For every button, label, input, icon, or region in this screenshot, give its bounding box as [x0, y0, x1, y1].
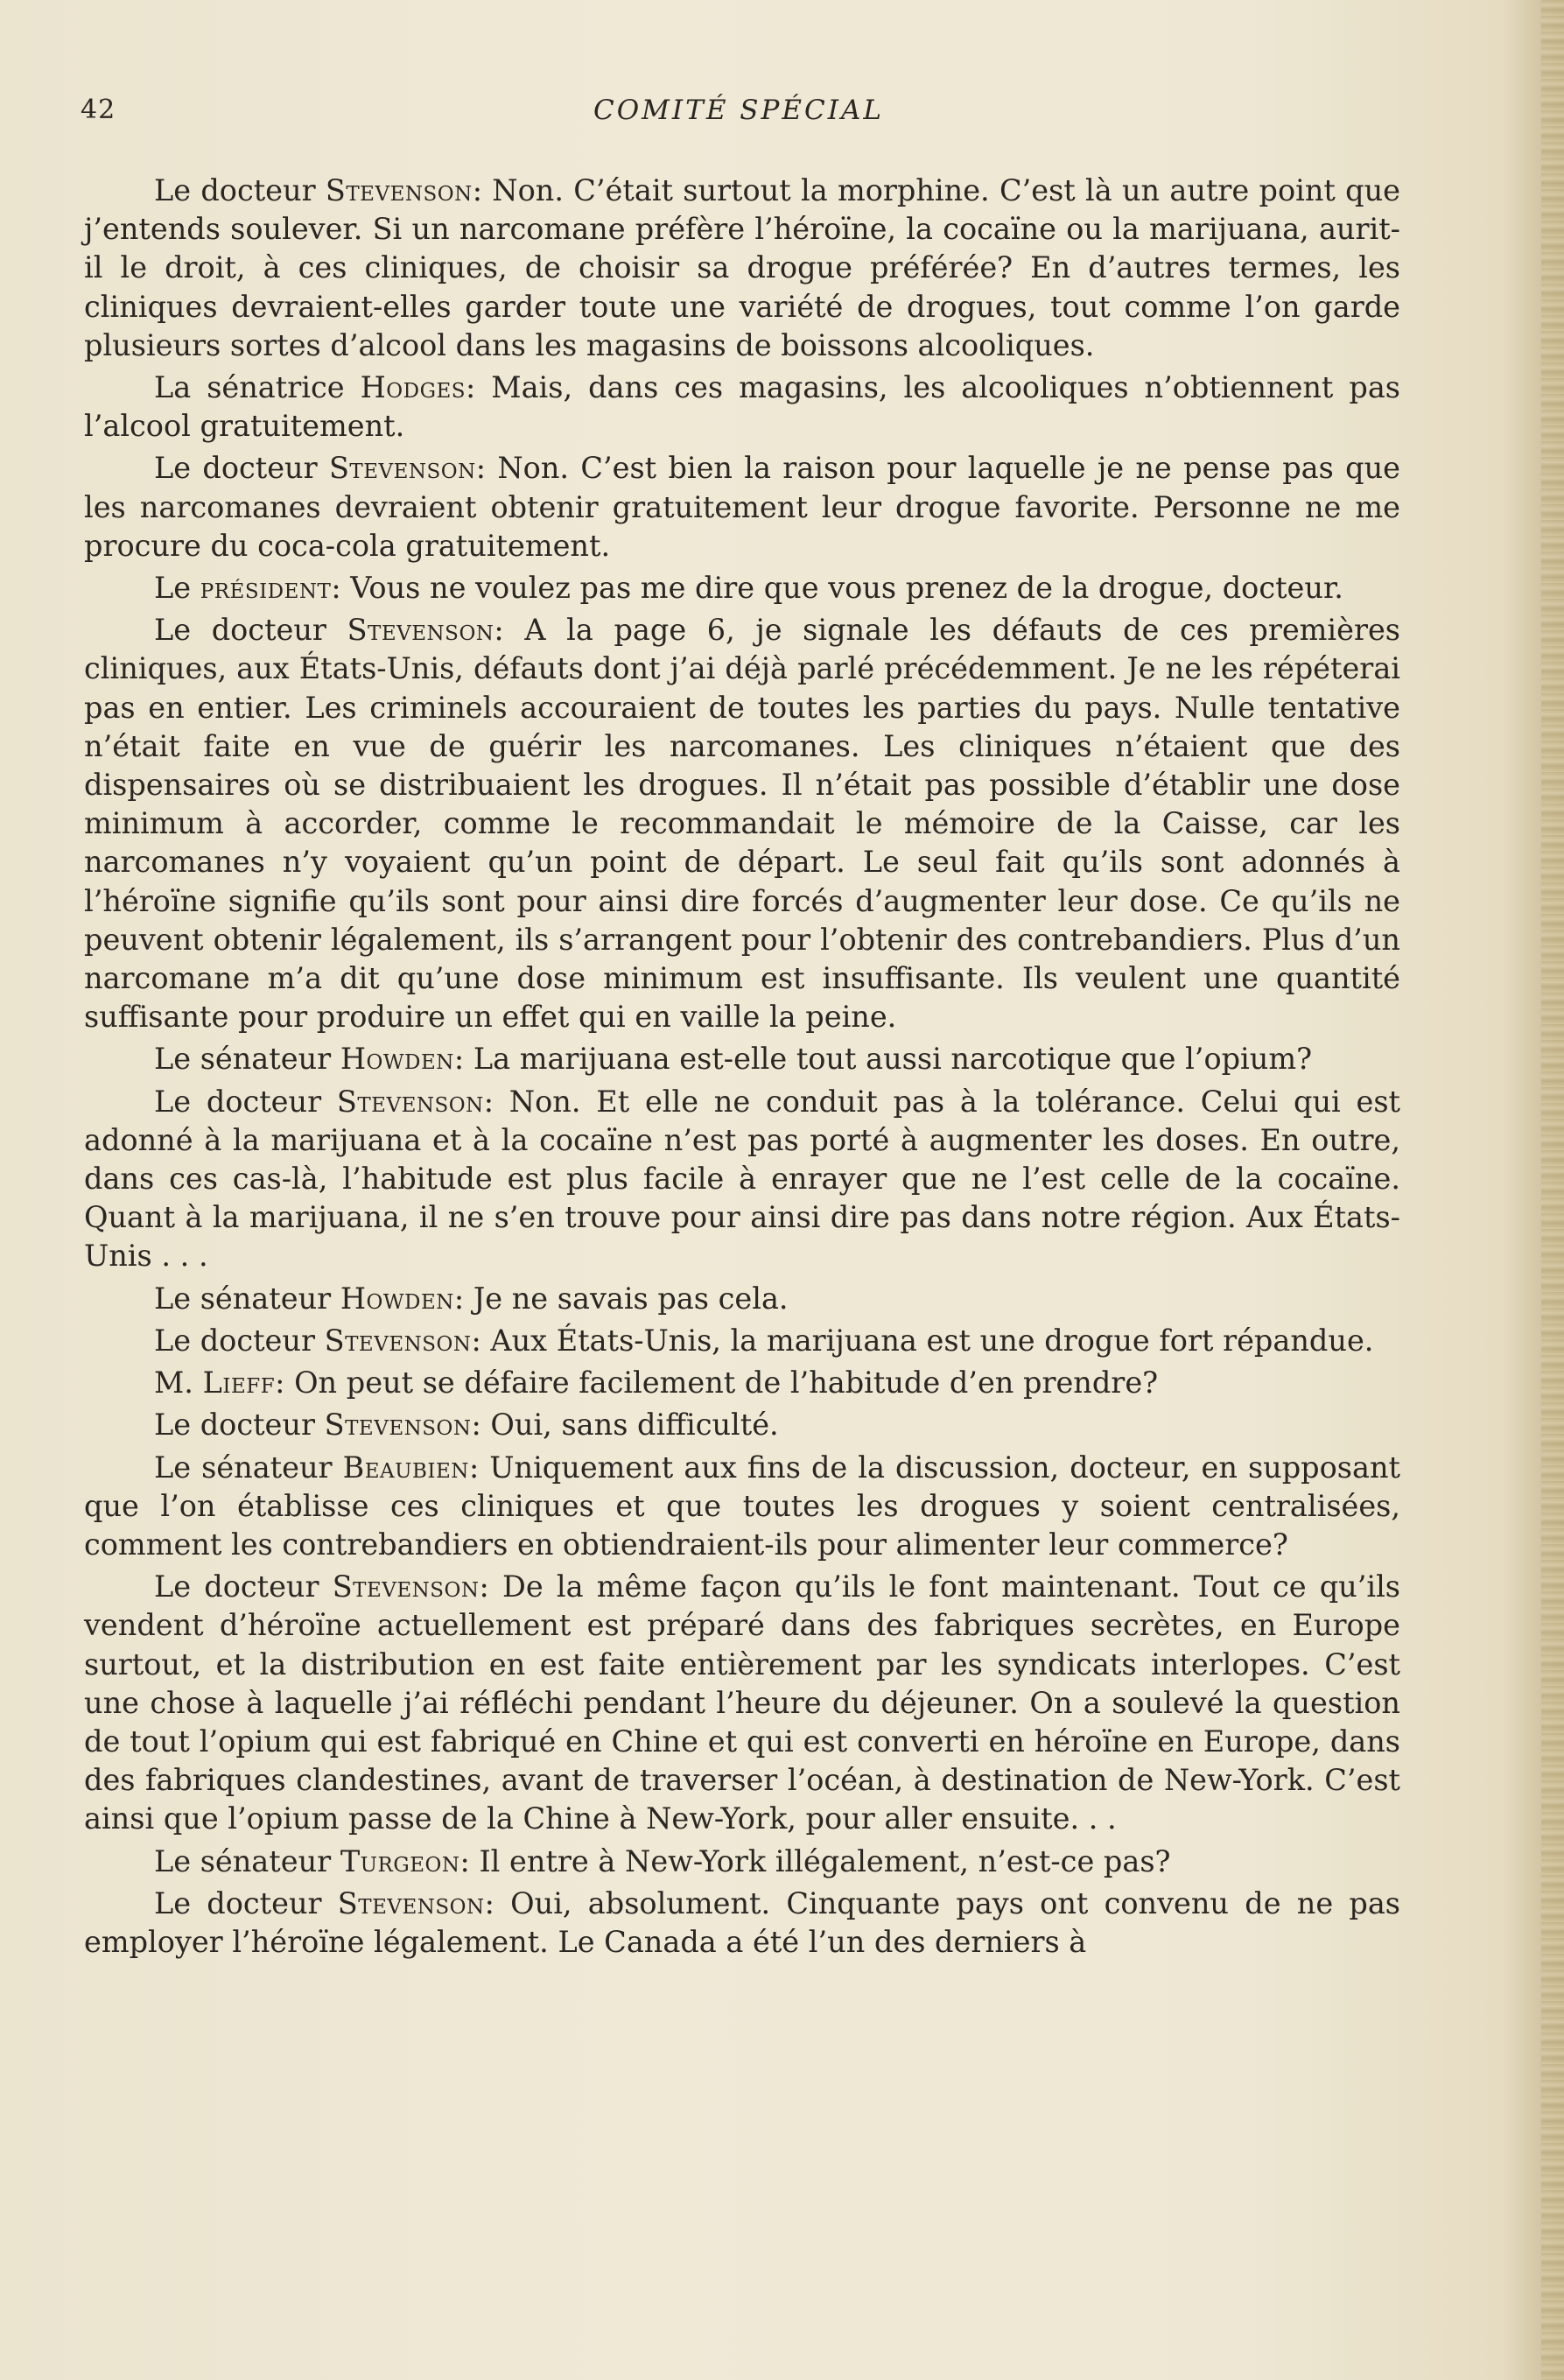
page-edge-shadow — [1541, 0, 1564, 2380]
speaker-title: Le docteur — [154, 173, 326, 207]
speaker-title: Le docteur — [154, 613, 347, 648]
speaker-title: Le docteur — [154, 1084, 337, 1119]
speaker-title: Le docteur — [154, 451, 329, 486]
paragraph-text: : Il entre à New-York illégalement, n’est-ce pas? — [459, 1843, 1171, 1878]
speaker-title: Le sénateur — [154, 1281, 340, 1316]
paragraph — [84, 1364, 1400, 1402]
page-number: 42 — [81, 95, 116, 125]
speaker-title: Le sénateur — [154, 1843, 340, 1878]
paragraph-text: : Vous ne voulez pas me dire que vous prenez de la drogue, docteur. — [331, 571, 1343, 606]
speaker-name: Stevenson — [324, 1323, 472, 1358]
page-header — [81, 95, 1397, 133]
speaker-name: Turgeon — [340, 1843, 460, 1878]
paragraph — [84, 369, 1400, 446]
paragraph — [84, 449, 1400, 565]
paragraph — [84, 611, 1400, 1036]
speaker-name: Stevenson — [337, 1885, 485, 1920]
paragraph-text: : Non. C’est bien la raison pour laquelle je ne pense pas que les narcomanes devraient obtenir gratuitement leur drogue favorite. Personne ne me procure du coca-cola gratuitement. — [84, 451, 1400, 563]
paragraph — [84, 172, 1400, 365]
speaker-title: Le — [154, 571, 200, 606]
speaker-name: Stevenson — [347, 613, 494, 648]
speaker-name: Hodges — [360, 370, 466, 405]
speaker-name: Lieff — [202, 1366, 276, 1401]
paragraph-text: : Non. Et elle ne conduit pas à la tolérance. Celui qui est adonné à la marijuana et à la cocaïne n’est pas porté à augmenter les doses. En outre, dans ces cas-là, l’habitude est plus facile à enrayer que ne l’est celle de la cocaïne. Quant à la marijuana, il ne s’en trouve pour ainsi dire pas dans notre région. Aux États-Unis . . . — [84, 1084, 1400, 1274]
paragraph — [84, 1568, 1400, 1838]
paragraph-text: : Oui, sans difficulté. — [471, 1408, 779, 1443]
paragraph — [84, 1083, 1400, 1276]
speaker-name: Howden — [340, 1042, 454, 1077]
speaker-title: La sénatrice — [154, 370, 361, 405]
speaker-title: Le sénateur — [154, 1042, 340, 1077]
speaker-name: président — [200, 571, 332, 606]
paragraph — [84, 1843, 1400, 1881]
speaker-name: Stevenson — [325, 173, 473, 207]
speaker-name: Stevenson — [336, 1084, 484, 1119]
paragraph-text: : Uniquement aux fins de la discussion, docteur, en supposant que l’on établisse ces cliniques et que toutes les drogues y soient centralisées, comment les contrebandiers en obtiendraient-ils pour alimenter leur commerce? — [84, 1450, 1400, 1562]
paragraph — [84, 1449, 1400, 1565]
paragraph-text: : La marijuana est-elle tout aussi narcotique que l’opium? — [453, 1042, 1313, 1077]
running-title: COMITÉ SPÉCIAL — [593, 95, 884, 126]
speaker-name: Stevenson — [328, 451, 476, 486]
paragraph-text: : Je ne savais pas cela. — [453, 1281, 789, 1316]
paragraph-text: : On peut se défaire facilement de l’habitude d’en prendre? — [275, 1366, 1159, 1401]
body-text — [84, 172, 1400, 1965]
paragraph-text: : Aux États-Unis, la marijuana est une drogue fort répandue. — [471, 1323, 1374, 1358]
speaker-name: Howden — [340, 1281, 454, 1316]
speaker-name: Stevenson — [324, 1408, 472, 1443]
paragraph — [84, 569, 1400, 607]
paragraph — [84, 1280, 1400, 1318]
paragraph — [84, 1322, 1400, 1360]
speaker-title: Le docteur — [154, 1569, 333, 1604]
speaker-title: Le docteur — [154, 1408, 325, 1443]
speaker-title: M. — [154, 1366, 203, 1401]
speaker-name: Beaubien — [342, 1450, 469, 1485]
paragraph-text: : Oui, absolument. Cinquante pays ont convenu de ne pas employer l’héroïne légalement. Le Canada a été l’un des derniers à — [84, 1885, 1400, 1959]
paragraph-text: : De la même façon qu’ils le font maintenant. Tout ce qu’ils vendent d’héroïne actuellement est préparé dans des fabriques secrètes, en Europe surtout, et la distribution en est faite entièrement par les syndicats interlopes. C’est une chose à laquelle j’ai réfléchi pendant l’heure du déjeuner. On a soulevé la question de tout l’opium qui est fabriqué en Chine et qui est converti en héroïne en Europe, dans des fabriques clandestines, avant de traverser l’océan, à destination de New-York. C’est ainsi que l’opium passe de la Chine à New-York, pour aller ensuite. . . — [84, 1569, 1400, 1836]
paragraph — [84, 1406, 1400, 1444]
paragraph-text: : Non. C’était surtout la morphine. C’est là un autre point que j’entends soulever. Si un narcomane préfère l’héroïne, la cocaïne ou la marijuana, aurit-il le droit, à ces cliniques, de choisir sa drogue préférée? En d’autres termes, les cliniques devraient-elles garder toute une variété de drogues, tout comme l’on garde plusieurs sortes d’alcool dans les magasins de boissons alcooliques. — [84, 173, 1401, 362]
paragraph-text: : A la page 6, je signale les défauts de ces premières cliniques, aux États-Unis, défauts dont j’ai déjà parlé précédemment. Je ne les répéterai pas en entier. Les criminels accouraient de toutes les parties du pays. Nulle tentative n’était faite en vue de guérir les narcomanes. Les cliniques n’étaient que des dispensaires où se distribuaient les drogues. Il n’était pas possible d’établir une dose minimum à accorder, comme le recommandait le mémoire de la Caisse, car les narcomanes n’y voyaient qu’un point de départ. Le seul fait qu’ils sont adonnés à l’héroïne signifie qu’ils sont pour ainsi dire forcés d’augmenter leur dose. Ce qu’ils ne peuvent obtenir légalement, ils s’arrangent pour l’obtenir des contrebandiers. Plus d’un narcomane m’a dit qu’une dose minimum est insuffisante. Ils veulent une quantité suffisante pour produire un effet qui en vaille la peine. — [84, 613, 1401, 1035]
paragraph-text: : Mais, dans ces magasins, les alcooliques n’obtiennent pas l’alcool gratuitement. — [84, 370, 1400, 444]
paragraph — [84, 1040, 1400, 1078]
speaker-name: Stevenson — [332, 1569, 480, 1604]
speaker-title: Le docteur — [154, 1885, 338, 1920]
paragraph — [84, 1885, 1400, 1962]
speaker-title: Le sénateur — [154, 1450, 343, 1485]
speaker-title: Le docteur — [154, 1323, 325, 1358]
